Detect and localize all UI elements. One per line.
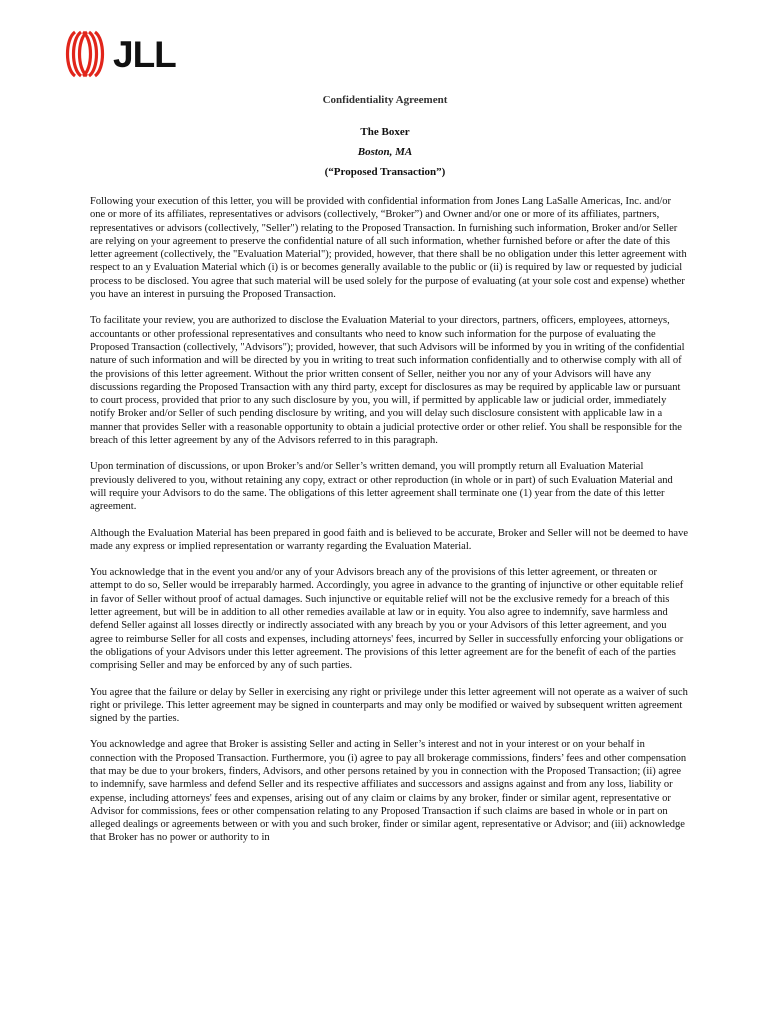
paragraph-remedies: You acknowledge that in the event you and/or any of your Advisors breach any of the provisions of this letter agreement, or threaten or attempt to do so, Seller would be irreparably harmed. Accordingly, you agree in advance to the granting of injunctive or other equitable relief in favor of Seller without proof of actual damages. Such injunctive or equitable relief will not be the exclusive remedy for a breach of this letter agreement, but will be in addition to all other remedies available at law or in equity. You also agree to indemnify, save harmless and defend Seller against all losses directly or indirectly associated with any breach by you or your Advisors of this letter agreement, and you agree to reimburse Seller for all costs and expenses, including attorneys' fees, incurred by Seller in successfully enforcing your obligations or the obligations of your Advisors under this letter agreement. The provisions of this letter agreement are for the benefit of each of the parties comprising Seller and may be enforced by any of such parties.: [90, 567, 684, 672]
property-location: Boston, MA: [357, 146, 413, 158]
property-name: The Boxer: [360, 126, 410, 138]
jll-logo-text: JLL: [113, 33, 176, 75]
transaction-label: (“Proposed Transaction”): [324, 166, 446, 178]
paragraph-waiver: You agree that the failure or delay by Seller in exercising any right or privilege under this letter agreement will not operate as a waiver of such right or privilege. This letter agreement may be signed in counterparts and may only be modified or waived by subsequent written agreement signed by the parties.: [90, 686, 688, 725]
jll-logo-mark-icon: [63, 29, 107, 79]
paragraph-disclosure-to-advisors: To facilitate your review, you are authorized to disclose the Evaluation Material to your directors, partners, officers, employees, attorneys, accountants or other professional representatives and consultants who need to know such information for the purpose of evaluating the Proposed Transaction (collectively, "Advisors"); provided, however, that such Advisors will be informed by you in writing of the confidential nature of such information and will be directed by you in writing to treat such information confidentially and to otherwise comply with all of the provisions of this letter agreement. Without the prior written consent of Seller, neither you nor any of your Advisors will have any discussions regarding the Proposed Transaction with any third party, except for disclosures as may be required by applicable law or pursuant to court process, provided that prior to any such disclosure by you, you will, if permitted by applicable law or judicial order, immediately notify Broker and/or Seller of such pending disclosure by writing, and you will delay such disclosure consistent with applicable law in a manner that provides Seller with a reasonable opportunity to obtain a judicial protective order or other relief. You shall be responsible for the breach of this letter agreement by any of the Advisors referred to in this paragraph.: [90, 315, 685, 447]
paragraph-confidential-info: Following your execution of this letter, you will be provided with confidential information from Jones Lang LaSalle Americas, Inc. and/or one or more of its affiliates, representatives or advisors (collectively, “Broker”) and Owner and/or one or more of its affiliates, partners, representatives or advisors (collectively, "Seller") relating to the Proposed Transaction. In furnishing such information, Broker and/or Seller are relying on your agreement to preserve the confidential nature of all such information, whether furnished before or after the date of this letter agreement (collectively, the "Evaluation Material"); provided, however, that there shall be no obligation under this letter agreement with respect to an y Evaluation Material which (i) is or becomes generally available to the public or (ii) is required by law or requested by judicial process to be disclosed. You agree that such material will be used solely for the purpose of evaluating (at your sole cost and expense) whether you have an interest in pursuing the Proposed Transaction.: [90, 196, 687, 301]
jll-logo: [63, 29, 176, 79]
paragraph-return-of-material: Upon termination of discussions, or upon Broker’s and/or Seller’s written demand, you will promptly return all Evaluation Material previously delivered to you, without retaining any copy, extract or other reproduction (in whole or in part) of such Evaluation Material and will require your Advisors to do the same. The obligations of this letter agreement shall terminate one (1) year from the date of this letter agreement.: [90, 461, 673, 513]
agreement-body: [90, 195, 688, 858]
paragraph-broker-commissions: You acknowledge and agree that Broker is assisting Seller and acting in Seller’s interest and not in your interest or on your behalf in connection with the Proposed Transaction. Furthermore, you (i) agree to pay all brokerage commissions, finders’ fees and other compensation that may be due to your brokers, finders, Advisors, and other persons retained by you in connection with the Proposed Transaction; (ii) agree to indemnify, save harmless and defend Seller and its respective affiliates and successors and assigns against and from any loss, liability or expense, including attorneys' fees and expenses, arising out of any claim or claims by any broker, finder or similar agent, representative or Advisor for commissions, fees or other compensation relating to any Proposed Transaction if such claims are based in whole or in part on alleged dealings or agreements between or with you and such broker, finder or similar agent, representative or Advisor; and (iii) acknowledge that Broker has no power or authority to in: [90, 739, 687, 844]
document-title: Confidentiality Agreement: [322, 94, 448, 106]
paragraph-no-warranty: Although the Evaluation Material has been prepared in good faith and is believed to be accurate, Broker and Seller will not be deemed to have made any express or implied representation or warranty regarding the Evaluation Material.: [90, 527, 689, 552]
